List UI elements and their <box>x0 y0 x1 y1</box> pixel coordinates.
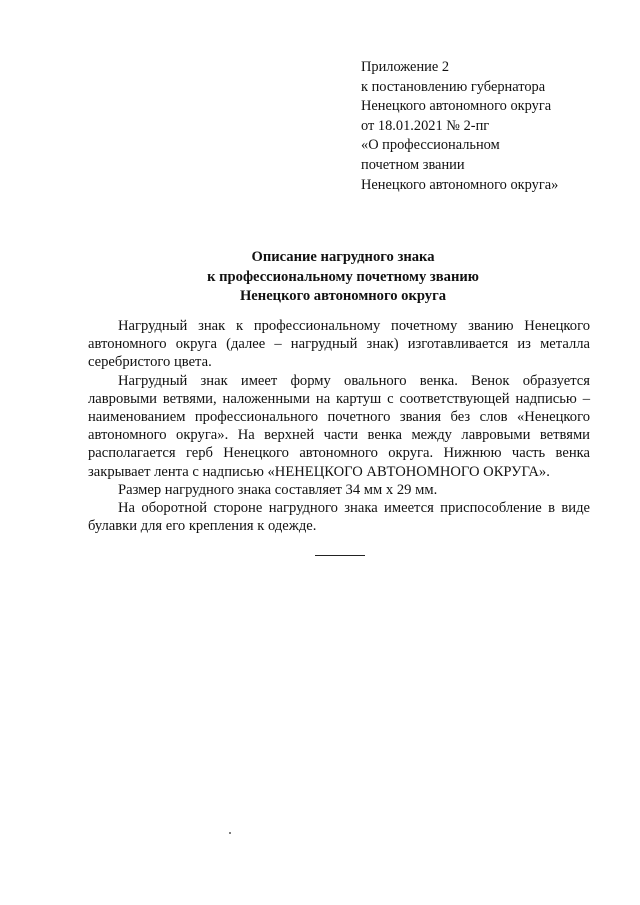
title-line: Ненецкого автономного округа <box>239 288 447 305</box>
title-line: к профессиональному почетному званию <box>207 268 479 285</box>
end-separator-line <box>315 555 365 556</box>
appendix-line: Ненецкого автономного округа <box>361 98 552 115</box>
appendix-line: от 18.01.2021 № 2-пг <box>361 117 490 134</box>
body-paragraph: На оборотной стороне нагрудного знака имеется приспособление в виде булавки для его крепления к одежде. <box>88 500 590 535</box>
appendix-line: Ненецкого автономного округа» <box>361 176 559 193</box>
appendix-line: Приложение 2 <box>361 59 450 75</box>
title-line: Описание нагрудного знака <box>251 249 435 265</box>
appendix-header <box>361 58 631 195</box>
appendix-line: почетном звании <box>361 156 465 173</box>
scan-speck <box>229 832 231 834</box>
appendix-line: к постановлению губернатора <box>361 78 546 95</box>
document-body <box>88 317 590 535</box>
document-title <box>60 248 626 307</box>
body-paragraph: Нагрудный знак к профессиональному почетному званию Ненецкого автономного округа (далее – нагрудный знак) изготавливается из металла серебристого цвета. <box>88 318 590 371</box>
appendix-line: «О профессиональном <box>361 137 500 154</box>
body-paragraph: Нагрудный знак имеет форму овального венка. Венок образуется лавровыми ветвями, наложенными на картуш с соответствующей надписью – наименованием профессионального почетного звания без слов «Ненецкого автономного округа». На верхней части венка между лавровыми ветвями располагается герб Ненецкого автономного округа. Нижнюю часть венка закрывает лента с надписью «НЕНЕЦКОГО АВТОНОМНОГО ОКРУГА». <box>88 372 590 480</box>
body-paragraph: Размер нагрудного знака составляет 34 мм х 29 мм. <box>118 481 438 498</box>
